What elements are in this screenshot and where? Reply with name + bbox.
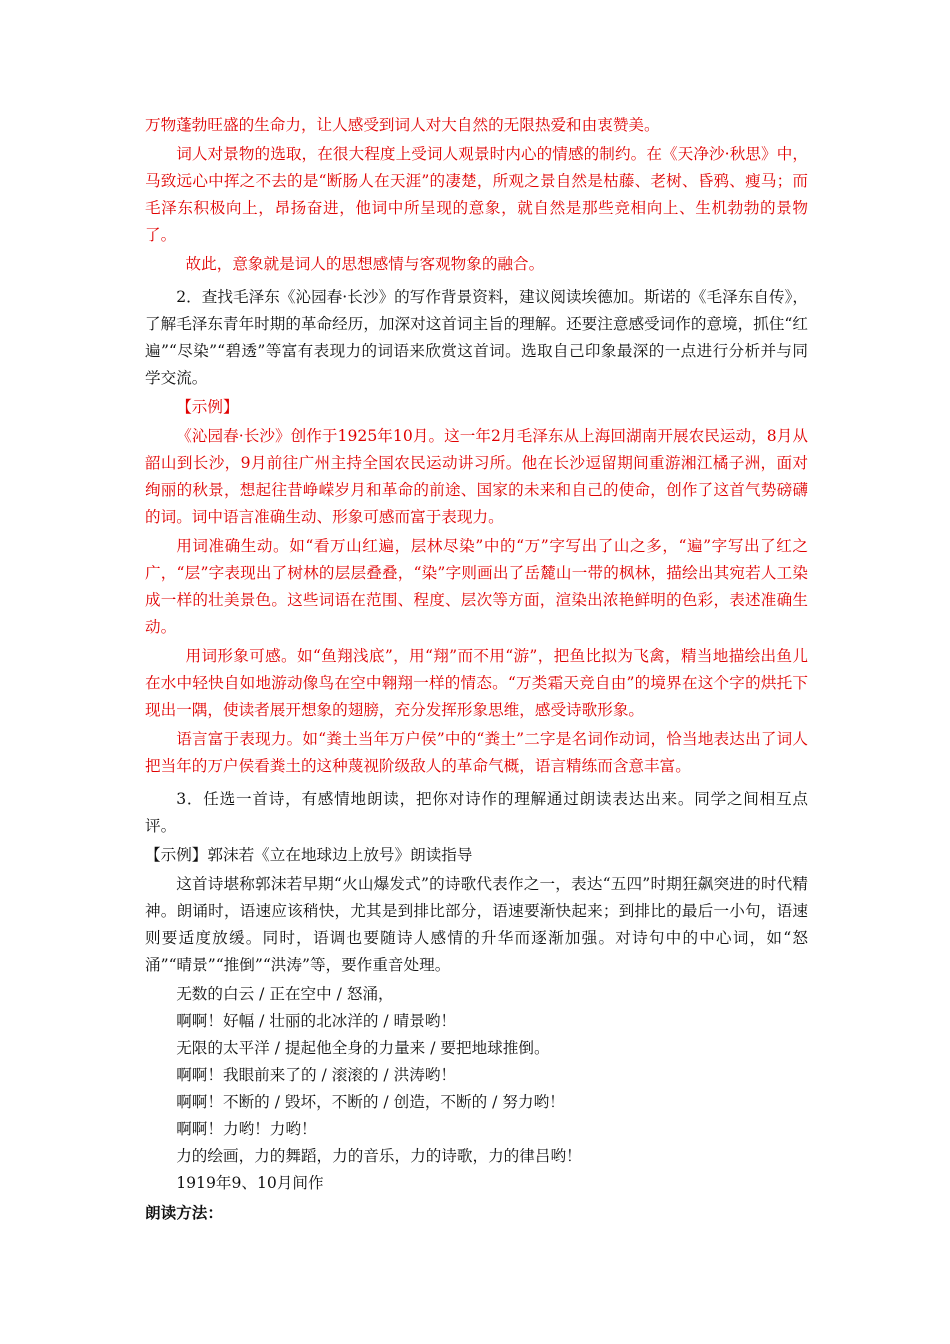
document-body bbox=[145, 112, 808, 1226]
poem-line: 无限的太平洋 / 提起他全身的力量来 / 要把地球推倒。 bbox=[176, 1039, 550, 1057]
question-2: 2．查找毛泽东《沁园春·长沙》的写作背景资料，建议阅读埃德加。斯诺的《毛泽东自传》，了解毛泽东青年时期的革命经历，加深对这首词主旨的理解。还要注意感受词作的意境，抓住“红遍”“尽染”“碧透”等富有表现力的词语来欣赏这首词。选取自己印象最深的一点进行分析并与同学交流。 bbox=[145, 288, 808, 387]
poem-line: 啊啊！不断的 / 毁坏，不断的 / 创造，不断的 / 努力哟！ bbox=[176, 1093, 565, 1111]
paragraph-imagery-selection: 词人对景物的选取，在很大程度上受词人观景时内心的情感的制约。在《天净沙·秋思》中，马致远心中挥之不去的是“断肠人在天涯”的凄楚，所观之景自然是枯藤、老树、昏鸦、瘦马；而毛泽东积极向上，昂扬奋进，他词中所呈现的意象，就自然是那些竞相向上、生机勃勃的景物了。 bbox=[145, 145, 808, 244]
example-label-1: 【示例】 bbox=[176, 398, 239, 416]
paragraph-accurate-wording: 用词准确生动。如“看万山红遍，层林尽染”中的“万”字写出了山之多，“遍”字写出了红之广，“层”字表现出了树林的层层叠叠，“染”字则画出了岳麓山一带的枫林，描绘出其宛若人工染成一样的壮美景色。这些词语在范围、程度、层次等方面，渲染出浓艳鲜明的色彩，表述准确生动。 bbox=[145, 537, 808, 636]
paragraph-background: 《沁园春·长沙》创作于1925年10月。这一年2月毛泽东从上海回湖南开展农民运动，8月从韶山到长沙，9月前往广州主持全国农民运动讲习所。他在长沙逗留期间重游湘江橘子洲，面对绚丽的秋景，想起往昔峥嵘岁月和革命的前途、国家的未来和自己的使命，创作了这首气势磅礴的词。词中语言准确生动、形象可感而富于表现力。 bbox=[145, 427, 808, 526]
poem-line: 啊啊！力哟！力哟！ bbox=[176, 1120, 317, 1138]
poem-line: 无数的白云 / 正在空中 / 怒涌， bbox=[176, 985, 394, 1003]
poem-line: 力的绘画，力的舞蹈，力的音乐，力的诗歌，力的律吕哟！ bbox=[176, 1147, 582, 1165]
poem-line: 啊啊！我眼前来了的 / 滚滚的 / 洪涛哟！ bbox=[176, 1066, 457, 1084]
poem-date: 1919年9、10月间作 bbox=[176, 1174, 324, 1192]
paragraph-reading-guide: 这首诗堪称郭沫若早期“火山爆发式”的诗歌代表作之一，表达“五四”时期狂飙突进的时代精神。朗诵时，语速应该稍快，尤其是到排比部分，语速要渐快起来；到排比的最后一小句，语速则要适度放缓。同时，语调也要随诗人感情的升华而逐渐加强。对诗句中的中心词，如“怒涌”“晴景”“推倒”“洪涛”等，要作重音处理。 bbox=[145, 875, 808, 974]
question-3: 3．任选一首诗，有感情地朗读，把你对诗作的理解通过朗读表达出来。同学之间相互点评。 bbox=[145, 790, 808, 835]
paragraph-nature-love: 万物蓬勃旺盛的生命力，让人感受到词人对大自然的无限热爱和由衷赞美。 bbox=[145, 116, 660, 134]
paragraph-expressive-language: 语言富于表现力。如“粪土当年万户侯”中的“粪土”二字是名词作动词，恰当地表达出了词人把当年的万户侯看粪土的这种蔑视阶级敌人的革命气概，语言精练而含意丰富。 bbox=[145, 730, 808, 775]
poem-line: 啊啊！好幅 / 壮丽的北冰洋的 / 晴景哟！ bbox=[176, 1012, 457, 1030]
paragraph-vivid-wording: 用词形象可感。如“鱼翔浅底”，用“翔”而不用“游”，把鱼比拟为飞禽，精当地描绘出鱼儿在水中轻快自如地游动像鸟在空中翱翔一样的情态。“万类霜天竞自由”的境界在这个字的烘托下现出一隅，使读者展开想象的翅膀，充分发挥形象思维，感受诗歌形象。 bbox=[145, 647, 808, 719]
example-label-2: 【示例】郭沫若《立在地球边上放号》朗读指导 bbox=[145, 846, 473, 864]
paragraph-imagery-conclusion: 故此，意象就是词人的思想感情与客观物象的融合。 bbox=[185, 255, 545, 273]
reading-method-heading: 朗读方法： bbox=[145, 1203, 223, 1222]
